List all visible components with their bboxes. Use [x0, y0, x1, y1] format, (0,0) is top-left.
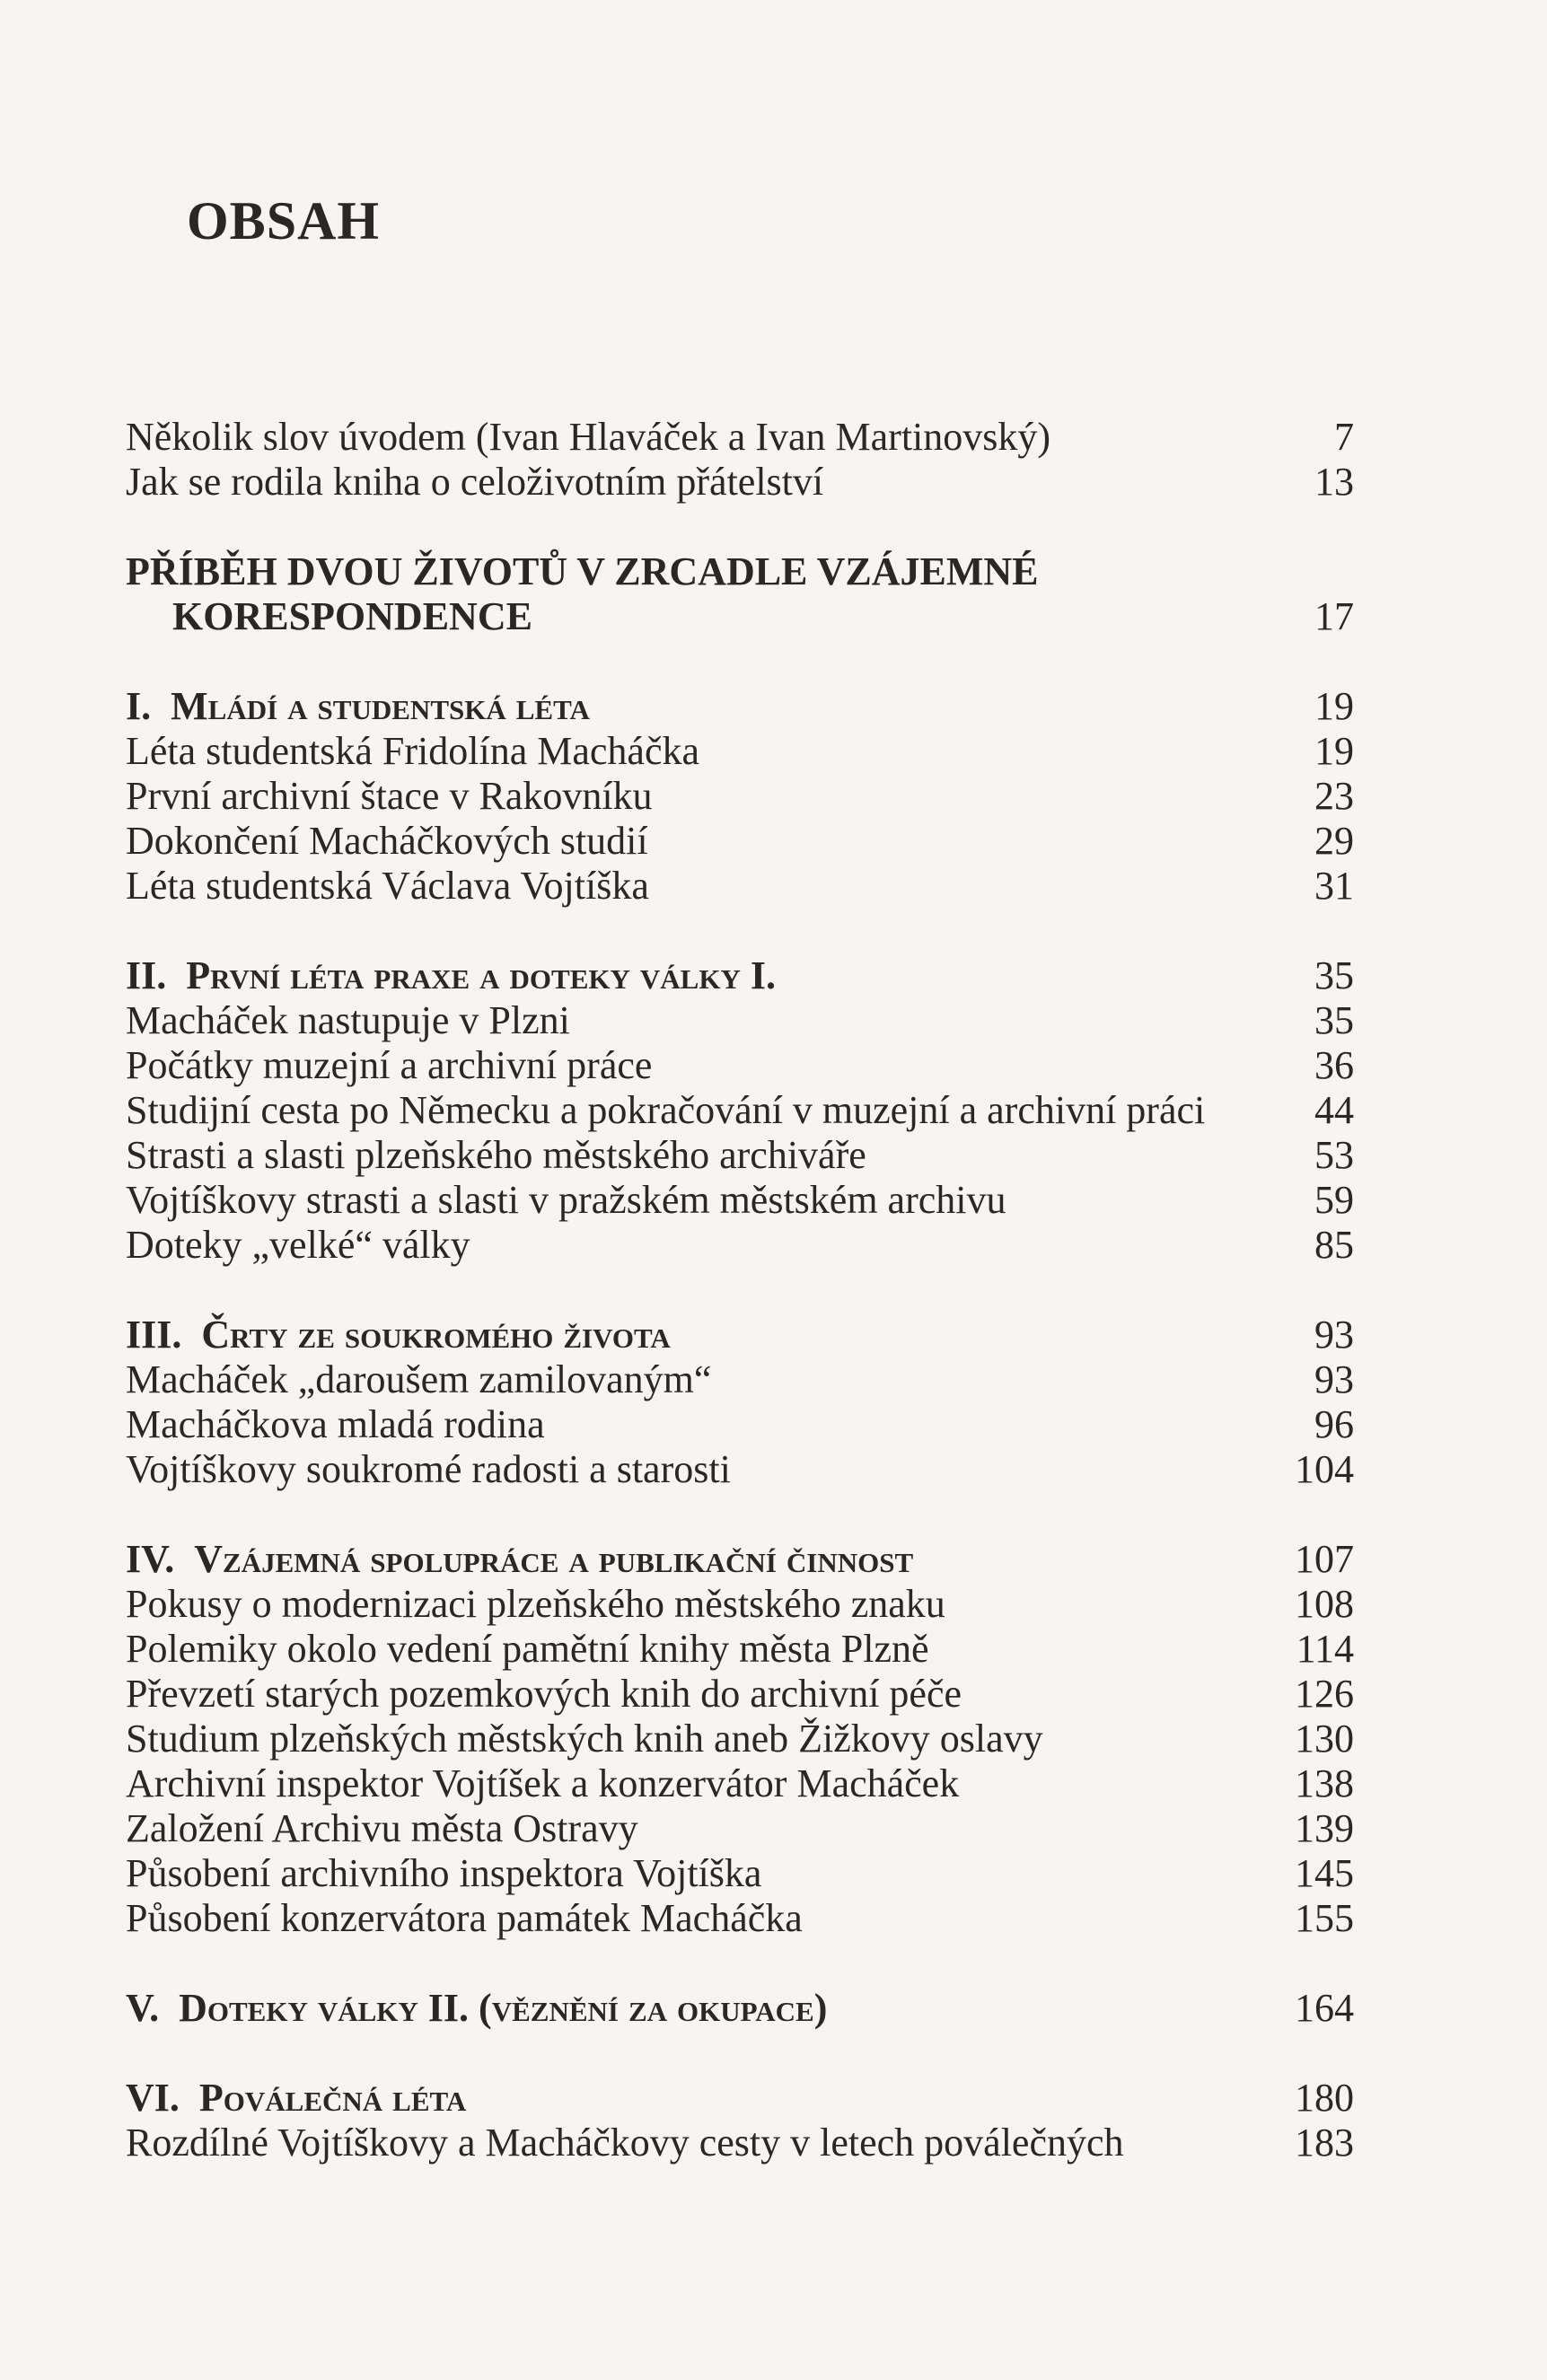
- toc-row: [126, 1806, 1354, 1851]
- toc-page-number: 7: [1334, 415, 1354, 459]
- toc-row: [126, 774, 1354, 819]
- toc-page-number: 31: [1314, 864, 1354, 908]
- toc-entry-title: Léta studentská Václava Vojtíška: [126, 864, 649, 908]
- toc-page-number: 29: [1314, 819, 1354, 863]
- toc-row: [126, 2121, 1354, 2165]
- toc-page-number: 139: [1295, 1806, 1354, 1850]
- toc-row: [126, 1717, 1354, 1761]
- toc-row: [126, 1851, 1354, 1896]
- toc-row: [126, 1313, 1354, 1357]
- toc-entry-title: Jak se rodila kniha o celoživotním přátelství: [126, 460, 824, 504]
- toc-row: [126, 1761, 1354, 1806]
- toc-row: [126, 998, 1354, 1043]
- page-title: OBSAH: [187, 191, 381, 250]
- toc-block-intro: [126, 415, 1354, 505]
- toc-row: [126, 684, 1354, 729]
- toc-page-number: 17: [1314, 594, 1354, 638]
- toc-block-chapter: [126, 1986, 1354, 2031]
- toc-page-number: 59: [1314, 1178, 1354, 1222]
- toc-block-chapter: [126, 1313, 1354, 1492]
- toc-entry-title: Polemiky okolo vedení pamětní knihy města Plzně: [126, 1627, 929, 1671]
- toc-row: [126, 594, 1354, 639]
- toc-page-number: 130: [1295, 1717, 1354, 1761]
- toc-entry-title: Převzetí starých pozemkových knih do archivní péče: [126, 1672, 962, 1716]
- toc-page-number: 93: [1314, 1357, 1354, 1401]
- chapter-title: První léta praxe a doteky války I.: [186, 953, 776, 997]
- toc-page-number: 19: [1314, 729, 1354, 773]
- toc-entry-title: Studijní cesta po Německu a pokračování v muzejní a archivní práci: [126, 1088, 1206, 1132]
- toc-page-number: 85: [1314, 1223, 1354, 1267]
- toc-row: [126, 1088, 1354, 1133]
- chapter-title: Vzájemná spolupráce a publikační činnost: [194, 1537, 914, 1581]
- chapter-title: Črty ze soukromého života: [201, 1313, 671, 1357]
- toc-page-number: 164: [1295, 1986, 1354, 2030]
- toc-entry-title: Rozdílné Vojtíškovy a Macháčkovy cesty v letech poválečných: [126, 2121, 1124, 2165]
- chapter-label: IV.: [126, 1537, 175, 1581]
- toc-entry-title: Léta studentská Fridolína Macháčka: [126, 729, 700, 773]
- toc-block-chapter: [126, 953, 1354, 1268]
- toc-entry-title: Macháček „daroušem zamilovaným“: [126, 1357, 712, 1401]
- toc-block-part: [126, 549, 1354, 639]
- toc-page-number: 180: [1295, 2076, 1354, 2120]
- toc-entry-title: Macháčkova mladá rodina: [126, 1402, 545, 1446]
- toc-page-number: 35: [1314, 998, 1354, 1042]
- toc-page-number: 138: [1295, 1761, 1354, 1805]
- toc-entry-title: Strasti a slasti plzeňského městského archiváře: [126, 1133, 866, 1177]
- toc-row: [126, 1402, 1354, 1447]
- toc-block-chapter: [126, 1537, 1354, 1941]
- toc-entry-title: Působení archivního inspektora Vojtíška: [126, 1851, 762, 1895]
- toc-entry-title: Macháček nastupuje v Plzni: [126, 998, 570, 1042]
- chapter-title: Mládí a studentská léta: [171, 684, 590, 728]
- toc-entry-title: Doteky „velké“ války: [126, 1223, 470, 1267]
- toc-page-number: 114: [1296, 1627, 1354, 1671]
- toc-entry-title: Dokončení Macháčkových studií: [126, 819, 648, 863]
- toc-page-number: 96: [1314, 1402, 1354, 1446]
- toc-entry-title: Studium plzeňských městských knih aneb Žižkovy oslavy: [126, 1717, 1043, 1761]
- toc-row: [126, 549, 1354, 594]
- toc-row: [126, 1986, 1354, 2031]
- toc-entry-title: První archivní štace v Rakovníku: [126, 774, 653, 818]
- toc-row: [126, 2076, 1354, 2121]
- toc-row: [126, 460, 1354, 505]
- toc-row: [126, 1357, 1354, 1402]
- part-heading-line1: PŘÍBĚH DVOU ŽIVOTŮ V ZRCADLE VZÁJEMNÉ: [126, 549, 1039, 593]
- chapter-title: Doteky války II. (věznění za okupace): [179, 1986, 828, 2030]
- toc-page-number: 104: [1295, 1447, 1354, 1491]
- toc-page-number: 145: [1295, 1851, 1354, 1895]
- toc-row: [126, 1223, 1354, 1268]
- toc-row: [126, 729, 1354, 774]
- toc-row: [126, 1672, 1354, 1717]
- toc-page-number: 19: [1314, 684, 1354, 728]
- toc-row: [126, 864, 1354, 909]
- toc-page-number: 53: [1314, 1133, 1354, 1177]
- toc-entry-title: Několik slov úvodem (Ivan Hlaváček a Ivan Martinovský): [126, 415, 1051, 459]
- toc-row: [126, 415, 1354, 460]
- toc: [126, 415, 1354, 2165]
- chapter-label: I.: [126, 684, 152, 728]
- toc-row: [126, 819, 1354, 864]
- toc-block-chapter: [126, 2076, 1354, 2165]
- chapter-title: Poválečná léta: [198, 2076, 467, 2120]
- toc-entry-title: Založení Archivu města Ostravy: [126, 1806, 638, 1850]
- toc-row: [126, 1447, 1354, 1492]
- toc-entry-title: Archivní inspektor Vojtíšek a konzervátor Macháček: [126, 1761, 960, 1805]
- toc-row: [126, 1582, 1354, 1627]
- toc-entry-title: Působení konzervátora památek Macháčka: [126, 1896, 803, 1940]
- toc-page-number: 13: [1314, 460, 1354, 504]
- toc-page-number: 23: [1314, 774, 1354, 818]
- chapter-label: V.: [126, 1986, 160, 2030]
- toc-row: [126, 1178, 1354, 1223]
- chapter-label: II.: [126, 953, 167, 997]
- toc-row: [126, 1133, 1354, 1178]
- toc-page-number: 155: [1295, 1896, 1354, 1940]
- toc-page-number: 108: [1295, 1582, 1354, 1626]
- toc-entry-title: Počátky muzejní a archivní práce: [126, 1043, 653, 1087]
- toc-page-number: 107: [1295, 1537, 1354, 1581]
- toc-row: [126, 1627, 1354, 1672]
- toc-row: [126, 953, 1354, 998]
- toc-entry-title: Vojtíškovy soukromé radosti a starosti: [126, 1447, 731, 1491]
- toc-page-number: 44: [1314, 1088, 1354, 1132]
- toc-page-number: 36: [1314, 1043, 1354, 1087]
- toc-page-number: 126: [1295, 1672, 1354, 1716]
- toc-row: [126, 1537, 1354, 1582]
- chapter-label: VI.: [126, 2076, 180, 2120]
- toc-page-number: 183: [1295, 2121, 1354, 2165]
- chapter-label: III.: [126, 1313, 182, 1357]
- toc-row: [126, 1896, 1354, 1941]
- toc-block-chapter: [126, 684, 1354, 909]
- part-heading-line2: KORESPONDENCE: [172, 594, 532, 638]
- toc-row: [126, 1043, 1354, 1088]
- toc-entry-title: Pokusy o modernizaci plzeňského městského znaku: [126, 1582, 945, 1626]
- toc-page-number: 93: [1314, 1313, 1354, 1357]
- toc-entry-title: Vojtíškovy strasti a slasti v pražském městském archivu: [126, 1178, 1006, 1222]
- toc-page-number: 35: [1314, 953, 1354, 997]
